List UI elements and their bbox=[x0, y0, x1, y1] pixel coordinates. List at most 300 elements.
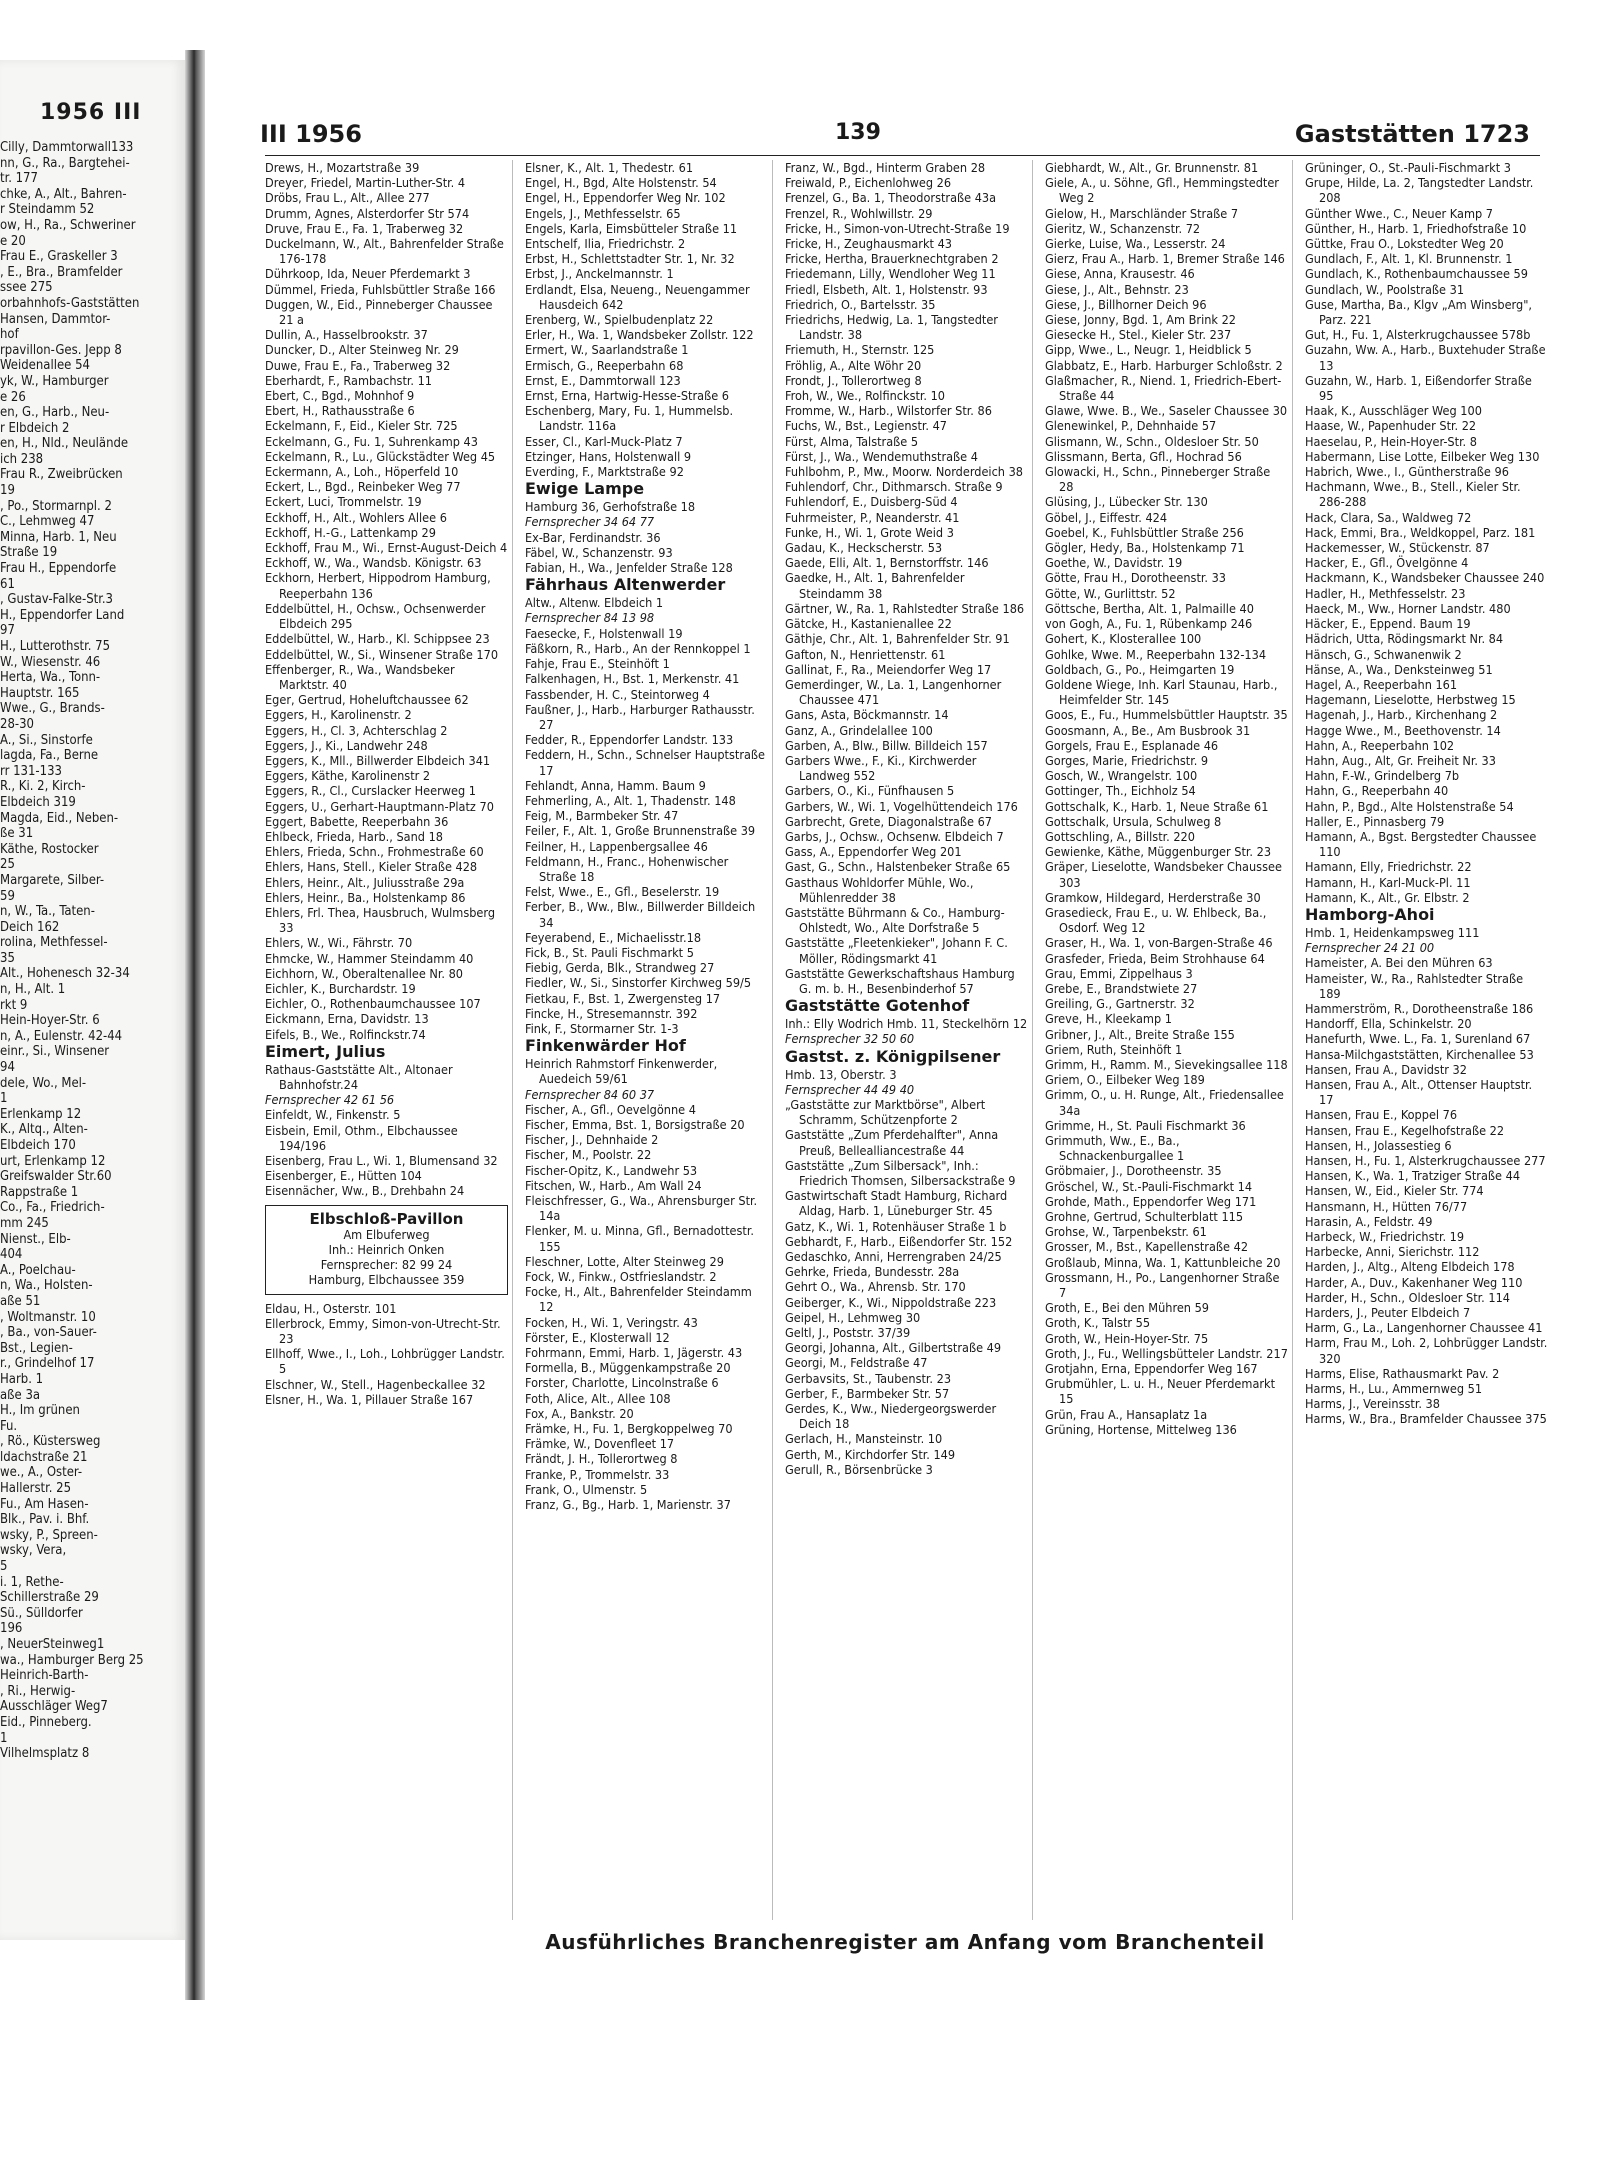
directory-entry: Gramkow, Hildegard, Herderstraße 30 bbox=[1045, 889, 1261, 905]
directory-entry: Hachmann, Wwe., B., Stell., Kieler Str. 286-288 bbox=[1305, 479, 1521, 510]
directory-entry: Guse, Martha, Ba., Klgv „Am Winsberg", Parz. 221 bbox=[1305, 296, 1532, 328]
directory-entry: Eickmann, Erna, Davidstr. 13 bbox=[265, 1011, 429, 1027]
directory-entry: Gewienke, Käthe, Müggenburger Str. 23 bbox=[1045, 844, 1272, 860]
directory-entry: Harms, Elise, Rathausmarkt Pav. 2 bbox=[1305, 1365, 1500, 1381]
directory-entry: Garbrecht, Grete, Diagonalstraße 67 bbox=[785, 813, 992, 829]
facing-page-line: Magda, Eid., Neben- bbox=[0, 810, 119, 826]
facing-page-line: e 20 bbox=[0, 233, 26, 249]
facing-page-line: 25 bbox=[0, 857, 15, 873]
directory-entry: Gaststätte Bührmann & Co., Hamburg-Ohlstedt, Wo., Alte Dorfstraße 5 bbox=[785, 904, 1005, 936]
directory-entry: Fuhrmeister, P., Neanderstr. 41 bbox=[785, 509, 960, 525]
directory-entry: von Gogh, A., Fu. 1, Rübenkamp 246 bbox=[1045, 616, 1253, 632]
directory-entry: Fricke, H., Zeughausmarkt 43 bbox=[785, 236, 952, 252]
directory-entry: Guzahn, Ww. A., Harb., Buxtehuder Straße 13 bbox=[1305, 342, 1546, 373]
directory-entry: Hamann, H., Karl-Muck-Pl. 11 bbox=[1305, 874, 1471, 890]
directory-entry: Garbers Wwe., F., Ki., Kirchwerder Landweg 552 bbox=[785, 752, 977, 784]
directory-entry: Eggers, H., Karolinenstr. 2 bbox=[265, 707, 412, 723]
directory-entry: Elsner, H., Wa. 1, Pillauer Straße 167 bbox=[265, 1391, 474, 1407]
facing-page-line: Frau H., Eppendorfe bbox=[0, 561, 117, 577]
directory-entry: Grossmann, H., Po., Langenhorner Straße 7 bbox=[1045, 1269, 1280, 1301]
directory-entry: Eschenberg, Mary, Fu. 1, Hummelsb. Landstr. 116a bbox=[525, 403, 734, 434]
directory-entry: Flenker, M. u. Minna, Gfl., Bernadottestr. 155 bbox=[525, 1223, 754, 1254]
facing-page-lines bbox=[0, 140, 185, 1762]
directory-entry: Formella, B., Müggenkampstraße 20 bbox=[525, 1360, 731, 1376]
facing-page-line: 28-30 bbox=[0, 716, 34, 732]
directory-entry: Fohrmann, Emmi, Harb. 1, Jägerstr. 43 bbox=[525, 1345, 743, 1361]
directory-entry: Gröbmaier, J., Dorotheenstr. 35 bbox=[1045, 1163, 1222, 1179]
directory-entry: Harms, J., Vereinsstr. 38 bbox=[1305, 1396, 1440, 1412]
advertisement-line: Inh.: Heinrich Onken bbox=[328, 1242, 445, 1258]
directory-entry: Hansa-Milchgaststätten, Kirchenallee 53 bbox=[1305, 1046, 1534, 1062]
facing-page-line: 5 bbox=[0, 1559, 8, 1575]
directory-entry: Drews, H., Mozartstraße 39 bbox=[265, 160, 420, 175]
boxed-advertisement bbox=[265, 1205, 508, 1295]
facing-page-line: , Ba., von-Sauer- bbox=[0, 1325, 97, 1341]
directory-entry: Eldau, H., Osterstr. 101 bbox=[265, 1300, 397, 1316]
advertisement-line: Fernsprecher: 82 99 24 bbox=[320, 1257, 453, 1273]
directory-entry: Göbel, J., Eiffestr. 424 bbox=[1045, 509, 1168, 525]
directory-entry: Hansen, K., Wa. 1, Tratziger Straße 44 bbox=[1305, 1168, 1521, 1184]
directory-entry: Franz, W., Bgd., Hinterm Graben 28 bbox=[785, 160, 986, 175]
directory-entry: Grasedieck, Frau E., u. W. Ehlbeck, Ba., Osdorf. Weg 12 bbox=[1045, 904, 1267, 936]
facing-page-line: , NeuerSteinweg1 bbox=[0, 1637, 105, 1652]
facing-page-line: , Rö., Küstersweg bbox=[0, 1434, 101, 1450]
directory-entry: Goldbach, G., Po., Heimgarten 19 bbox=[1045, 661, 1235, 677]
facing-page-line: Erlenkamp 12 bbox=[0, 1106, 82, 1122]
directory-entry: Eggers, K., Mll., Billwerder Elbdeich 341 bbox=[265, 752, 491, 768]
directory-entry: Gaststätte „Zum Pferdehalfter", Anna Preuß, Bellealliancestraße 44 bbox=[785, 1127, 999, 1158]
directory-entry: Frändt, J. H., Tollerortweg 8 bbox=[525, 1451, 678, 1467]
directory-entry: Gäthje, Chr., Alt. 1, Bahrenfelder Str. 91 bbox=[785, 631, 1010, 647]
business-heading: Gastst. z. Königpilsener bbox=[785, 1046, 1001, 1066]
facing-page-line: ße 31 bbox=[0, 826, 34, 842]
directory-entry: Ebert, H., Rathausstraße 6 bbox=[265, 403, 415, 419]
directory-entry: Gundlach, F., Alt. 1, Kl. Brunnenstr. 1 bbox=[1305, 251, 1513, 267]
directory-entry: Häcker, E., Eppend. Baum 19 bbox=[1305, 616, 1471, 632]
directory-entry: Giebhardt, W., Alt., Gr. Brunnenstr. 81 bbox=[1045, 160, 1259, 175]
facing-page-line: wa., Hamburger Berg 25 bbox=[0, 1652, 144, 1668]
directory-entry: Fitschen, W., Harb., Am Wall 24 bbox=[525, 1177, 702, 1193]
directory-entry: Fabian, H., Wa., Jenfelder Straße 128 bbox=[525, 560, 733, 576]
facing-page-line: r., Grindelhof 17 bbox=[0, 1356, 95, 1372]
facing-page-line: H., Im grünen bbox=[0, 1403, 80, 1419]
directory-entry: Gaedke, H., Alt. 1, Bahrenfelder Steindamm 38 bbox=[785, 570, 965, 601]
facing-page-line: hof bbox=[0, 327, 19, 343]
directory-entry: Hameister, W., Ra., Rahlstedter Straße 189 bbox=[1305, 970, 1524, 1001]
directory-entry: Gerth, M., Kirchdorfer Str. 149 bbox=[785, 1446, 956, 1462]
directory-entry: Gerlach, H., Mansteinstr. 10 bbox=[785, 1431, 943, 1447]
directory-entry: Geipel, H., Lehmweg 30 bbox=[785, 1309, 921, 1325]
directory-entry: Forster, Charlotte, Lincolnstraße 6 bbox=[525, 1375, 719, 1391]
directory-entry: Ermert, W., Saarlandstraße 1 bbox=[525, 342, 689, 358]
directory-entry: Griem, Ruth, Steinhöft 1 bbox=[1045, 1041, 1183, 1057]
directory-entry: Gatz, K., Wi. 1, Rotenhäuser Straße 1 b bbox=[785, 1218, 1007, 1234]
directory-entry: Harbecke, Anni, Sierichstr. 112 bbox=[1305, 1244, 1480, 1260]
facing-page-line: , Woltmanstr. 10 bbox=[0, 1309, 96, 1325]
directory-entry: Focke, H., Alt., Bahrenfelder Steindamm 12 bbox=[525, 1284, 752, 1315]
directory-entry: Ernst, Erna, Hartwig-Hesse-Straße 6 bbox=[525, 388, 729, 404]
directory-entry: Gallinat, F., Ra., Meiendorfer Weg 17 bbox=[785, 661, 992, 677]
directory-entry: Eggers, R., Cl., Curslacker Heerweg 1 bbox=[265, 783, 477, 799]
directory-entry: Grau, Emmi, Zippelhaus 3 bbox=[1045, 965, 1193, 981]
directory-entry: Eisennächer, Ww., B., Drehbahn 24 bbox=[265, 1183, 465, 1199]
directory-entry: Giese, J., Alt., Behnstr. 23 bbox=[1045, 281, 1189, 297]
advertisement-line: Am Elbuferweg bbox=[343, 1226, 430, 1242]
directory-entry: Götte, W., Gurlittstr. 52 bbox=[1045, 585, 1176, 601]
directory-entry: Hagenah, J., Harb., Kirchenhang 2 bbox=[1305, 707, 1498, 723]
directory-entry: Grohse, W., Tarpenbekstr. 61 bbox=[1045, 1224, 1207, 1240]
facing-page-line: Hansen, Dammtor- bbox=[0, 311, 111, 327]
facing-page-strip bbox=[0, 60, 185, 1940]
facing-page-line: rpavillon-Ges. Jepp 8 bbox=[0, 342, 122, 358]
directory-entry: Eckhorn, Herbert, Hippodrom Hamburg, Reeperbahn 136 bbox=[265, 570, 491, 601]
facing-page-line: Hauptstr. 165 bbox=[0, 685, 80, 701]
facing-page-line: Frau E., Graskeller 3 bbox=[0, 249, 118, 265]
facing-page-line: K., Altq., Alten- bbox=[0, 1122, 88, 1138]
directory-entry: Glabbatz, E., Harb. Harburger Schloßstr. 2 bbox=[1045, 357, 1283, 373]
directory-entry: Engels, Karla, Eimsbütteler Straße 11 bbox=[525, 220, 738, 236]
facing-page-line: R., Ki. 2, Kirch- bbox=[0, 779, 86, 795]
directory-entry: Götte, Frau H., Dorotheenstr. 33 bbox=[1045, 570, 1226, 586]
directory-entry: Harasin, A., Feldstr. 49 bbox=[1305, 1213, 1433, 1229]
directory-entry: Ehlers, Frl. Thea, Hausbruch, Wulmsberg 33 bbox=[265, 904, 496, 936]
directory-entry: Grimme, H., St. Pauli Fischmarkt 36 bbox=[1045, 1117, 1246, 1133]
directory-entry: Hänse, A., Wa., Denksteinweg 51 bbox=[1305, 661, 1493, 677]
directory-entry: Elschner, W., Stell., Hagenbeckallee 32 bbox=[265, 1376, 486, 1392]
facing-page-line: Ausschläger Weg7 bbox=[0, 1699, 108, 1715]
directory-entry: Gaede, Elli, Alt. 1, Bernstorffstr. 146 bbox=[785, 555, 989, 571]
facing-page-line: Deich 162 bbox=[0, 919, 60, 935]
phone-line: Fernsprecher 24 21 00 bbox=[1305, 940, 1435, 956]
facing-page-line: 404 bbox=[0, 1247, 23, 1263]
directory-entry: Gerdes, K., Ww., Niedergeorgswerder Deich 18 bbox=[785, 1401, 997, 1432]
directory-entry: Gass, A., Eppendorfer Weg 201 bbox=[785, 844, 962, 860]
directory-entry: Hackmann, K., Wandsbeker Chaussee 240 bbox=[1305, 570, 1545, 586]
directory-entry: Gerber, F., Barmbeker Str. 57 bbox=[785, 1385, 950, 1401]
directory-entry: Gedaschko, Anni, Herrengraben 24/25 bbox=[785, 1249, 1002, 1265]
directory-column bbox=[265, 160, 513, 1920]
header-rule bbox=[265, 155, 1540, 156]
facing-page-line: r Steindamm 52 bbox=[0, 202, 95, 218]
directory-entry: Eichler, K., Burchardstr. 19 bbox=[265, 980, 416, 996]
directory-entry: Günther, H., Harb. 1, Friedhofstraße 10 bbox=[1305, 220, 1527, 236]
directory-entry: Eberhardt, F., Rambachstr. 11 bbox=[265, 372, 433, 388]
directory-entry: Falkenhagen, H., Bst. 1, Merkenstr. 41 bbox=[525, 671, 740, 687]
directory-entry: Harder, H., Schn., Oldesloer Str. 114 bbox=[1305, 1289, 1510, 1305]
directory-entry: Främke, W., Dovenfleet 17 bbox=[525, 1436, 675, 1452]
facing-page-line: n, A., Eulenstr. 42-44 bbox=[0, 1028, 123, 1044]
directory-entry: Guzahn, W., Harb. 1, Eißendorfer Straße 95 bbox=[1305, 372, 1532, 404]
directory-columns bbox=[265, 160, 1548, 1920]
directory-entry: Foth, Alice, Alt., Allee 108 bbox=[525, 1390, 671, 1406]
facing-page-line: wsky, Vera, bbox=[0, 1543, 67, 1559]
directory-entry: Hahn, F.-W., Grindelberg 7b bbox=[1305, 768, 1460, 784]
facing-page-line: 19 bbox=[0, 483, 15, 499]
directory-column bbox=[1305, 160, 1552, 1920]
directory-entry: Haeck, M., Ww., Horner Landstr. 480 bbox=[1305, 600, 1511, 616]
facing-page-line: i. 1, Rethe- bbox=[0, 1574, 64, 1590]
directory-entry: Ehlers, Heinr., Alt., Juliusstraße 29a bbox=[265, 874, 465, 890]
facing-page-line: 196 bbox=[0, 1621, 23, 1637]
phone-line: Fernsprecher 84 60 37 bbox=[525, 1086, 655, 1102]
facing-page-line: , Gustav-Falke-Str.3 bbox=[0, 592, 113, 608]
facing-page-line: 61 bbox=[0, 576, 15, 592]
facing-page-line: Margarete, Silber- bbox=[0, 872, 105, 888]
facing-page-line: A., Si., Sinstorfe bbox=[0, 732, 93, 748]
facing-page-line: n, H., Alt. 1 bbox=[0, 982, 66, 998]
directory-entry: Grupe, Hilde, La. 2, Tangstedter Landstr. 208 bbox=[1305, 175, 1534, 206]
directory-entry: Gohert, K., Klosterallee 100 bbox=[1045, 631, 1202, 647]
facing-page-line: Blk., Pav. i. Bhf. bbox=[0, 1512, 90, 1528]
directory-entry: Frenzel, R., Wohlwillstr. 29 bbox=[785, 205, 933, 221]
directory-entry: Esser, Cl., Karl-Muck-Platz 7 bbox=[525, 433, 683, 449]
directory-entry: Eisenberg, Frau L., Wi. 1, Blumensand 32 bbox=[265, 1153, 498, 1168]
directory-entry: Hansen, W., Eid., Kieler Str. 774 bbox=[1305, 1183, 1484, 1199]
facing-page-line: 97 bbox=[0, 623, 15, 639]
directory-entry: Hansen, Frau A., Davidstr 32 bbox=[1305, 1061, 1467, 1077]
directory-entry: Göttsche, Bertha, Alt. 1, Palmaille 40 bbox=[1045, 600, 1254, 616]
directory-entry: Georgi, Johanna, Alt., Gilbertstraße 49 bbox=[785, 1340, 1002, 1356]
directory-entry: Eisbein, Emil, Othm., Elbchaussee 194/196 bbox=[265, 1122, 458, 1153]
directory-entry: Grosser, M., Bst., Kapellenstraße 42 bbox=[1045, 1239, 1249, 1255]
directory-entry: Feldmann, H., Franc., Hohenwischer Straße 18 bbox=[525, 853, 729, 884]
directory-entry: Gräper, Lieselotte, Wandsbeker Chaussee 303 bbox=[1045, 859, 1282, 890]
directory-entry: Friedemann, Lilly, Wendloher Weg 11 bbox=[785, 266, 996, 282]
directory-entry: Groth, W., Hein-Hoyer-Str. 75 bbox=[1045, 1330, 1209, 1346]
directory-entry: Gröschel, W., St.-Pauli-Fischmarkt 14 bbox=[1045, 1178, 1253, 1194]
directory-entry: Fäßkorn, R., Harb., An der Rennkoppel 1 bbox=[525, 640, 751, 656]
directory-entry: Friemuth, H., Sternstr. 125 bbox=[785, 342, 935, 358]
directory-entry: Funke, H., Wi. 1, Grote Weid 3 bbox=[785, 524, 954, 540]
directory-entry: Goldene Wiege, Inh. Karl Staunau, Harb., Heimfelder Str. 145 bbox=[1045, 676, 1278, 708]
directory-entry: Hadler, H., Methfesselstr. 23 bbox=[1305, 585, 1466, 601]
directory-entry: Eddelbüttel, W., Harb., Kl. Schippsee 23 bbox=[265, 631, 490, 647]
directory-entry: Duggen, W., Eid., Pinneberger Chaussee 21 a bbox=[265, 296, 493, 328]
directory-entry: Fietkau, F., Bst. 1, Zwergensteg 17 bbox=[525, 990, 721, 1006]
directory-entry: Duckelmann, W., Alt., Bahrenfelder Straße 176-178 bbox=[265, 236, 504, 267]
directory-entry: Hamburg 36, Gerhofstraße 18 bbox=[525, 499, 696, 515]
directory-entry: Frank, O., Ulmenstr. 5 bbox=[525, 1481, 648, 1497]
directory-entry: Grohne, Gertrud, Schulterblatt 115 bbox=[1045, 1209, 1244, 1225]
facing-page-line: en, G., Harb., Neu- bbox=[0, 405, 110, 421]
directory-entry: Feyerabend, E., Michaelisstr.18 bbox=[525, 929, 702, 945]
directory-entry: Goebel, K., Fuhlsbüttler Straße 256 bbox=[1045, 524, 1244, 540]
facing-page-line: chke, A., Alt., Bahren- bbox=[0, 186, 127, 202]
business-heading: Ewige Lampe bbox=[525, 479, 645, 499]
facing-page-line: W., Wiesenstr. 46 bbox=[0, 654, 101, 670]
directory-entry: Glenewinkel, P., Dehnhaide 57 bbox=[1045, 418, 1217, 434]
directory-entry: Fink, F., Stormarner Str. 1-3 bbox=[525, 1020, 679, 1036]
directory-entry: Graser, H., Wa. 1, von-Bargen-Straße 46 bbox=[1045, 935, 1273, 951]
facing-page-line: H., Lutterothstr. 75 bbox=[0, 639, 111, 654]
directory-entry: Eckhoff, W., Wa., Wandsb. Königstr. 63 bbox=[265, 555, 482, 571]
facing-page-line: Wwe., G., Brands- bbox=[0, 701, 105, 717]
directory-entry: Feddern, H., Schn., Schnelser Hauptstraße 17 bbox=[525, 747, 766, 778]
directory-entry: Ehlers, W., Wi., Fährstr. 70 bbox=[265, 935, 413, 951]
directory-entry: Fahje, Frau E., Steinhöft 1 bbox=[525, 656, 670, 672]
facing-page-line: rkt 9 bbox=[0, 997, 28, 1013]
directory-entry: Günther Wwe., C., Neuer Kamp 7 bbox=[1305, 205, 1493, 221]
directory-entry: Eddelbüttel, H., Ochsw., Ochsenwerder Elbdeich 295 bbox=[265, 600, 486, 632]
directory-entry: Hmb. 1, Heidenkampsweg 111 bbox=[1305, 924, 1480, 940]
directory-entry: Gaststätte „Fleetenkieker", Johann F. C. Möller, Rödingsmarkt 41 bbox=[785, 935, 1008, 966]
facing-page-line: aße 3a bbox=[0, 1387, 41, 1403]
directory-entry: Hack, Emmi, Bra., Weldkoppel, Parz. 181 bbox=[1305, 524, 1536, 540]
directory-entry: Gipp, Wwe., L., Neugr. 1, Heidblick 5 bbox=[1045, 342, 1252, 358]
facing-page-line: wsky, P., Spreen- bbox=[0, 1527, 98, 1543]
directory-entry: Faußner, J., Harb., Harburger Rathausstr. 27 bbox=[525, 701, 755, 732]
directory-entry: Engel, H., Bgd, Alte Holstenstr. 54 bbox=[525, 175, 717, 191]
facing-page-line: Elbdeich 170 bbox=[0, 1138, 76, 1153]
page-header bbox=[260, 120, 1550, 160]
directory-entry: Gerull, R., Börsenbrücke 3 bbox=[785, 1461, 933, 1477]
advertisement-title: Elbschloß-Pavillon bbox=[309, 1209, 464, 1228]
facing-page-line: we., A., Oster- bbox=[0, 1465, 83, 1481]
facing-page-line: tr. 177 bbox=[0, 171, 38, 187]
facing-page-line: einr., Si., Winsener bbox=[0, 1044, 110, 1060]
directory-entry: Goosmann, A., Be., Am Busbrook 31 bbox=[1045, 722, 1251, 738]
directory-entry: Gottschling, A., Billstr. 220 bbox=[1045, 828, 1195, 844]
facing-page-line: , Po., Stormarnpl. 2 bbox=[0, 498, 112, 514]
directory-entry: Fricke, H., Simon-von-Utrecht-Straße 19 bbox=[785, 220, 1010, 236]
directory-entry: Giese, Jonny, Bgd. 1, Am Brink 22 bbox=[1045, 312, 1236, 328]
directory-entry: Grimm, H., Ramm. M., Sievekingsallee 118 bbox=[1045, 1056, 1288, 1072]
directory-entry: Haak, K., Ausschläger Weg 100 bbox=[1305, 403, 1482, 419]
directory-entry: Erdlandt, Elsa, Neueng., Neuengammer Hausdeich 642 bbox=[525, 281, 750, 312]
directory-entry: Eckhoff, H., Alt., Wohlers Allee 6 bbox=[265, 509, 447, 525]
directory-entry: Hamann, A., Bgst. Bergstedter Chaussee 110 bbox=[1305, 828, 1537, 860]
directory-column bbox=[525, 160, 773, 1920]
directory-entry: Gast, G., Schn., Halstenbeker Straße 65 bbox=[785, 859, 1011, 875]
directory-entry: Habrich, Wwe., I., Güntherstraße 96 bbox=[1305, 464, 1509, 480]
directory-entry: Friedl, Elsbeth, Alt. 1, Holstenstr. 93 bbox=[785, 281, 988, 297]
phone-line: Fernsprecher 84 13 98 bbox=[525, 610, 655, 626]
directory-entry: Gierke, Luise, Wa., Lesserstr. 24 bbox=[1045, 236, 1226, 252]
facing-page-line: Rappstraße 1 bbox=[0, 1184, 79, 1200]
directory-entry: Gut, H., Fu. 1, Alsterkrugchaussee 578b bbox=[1305, 327, 1531, 343]
directory-entry: Grimmuth, Ww., E., Ba., Schnackenburgallee 1 bbox=[1045, 1133, 1185, 1164]
directory-entry: Glüsing, J., Lübecker Str. 130 bbox=[1045, 494, 1208, 510]
directory-entry: Fröhlig, A., Alte Wöhr 20 bbox=[785, 357, 922, 373]
directory-entry: Eger, Gertrud, Hoheluftchaussee 62 bbox=[265, 692, 469, 708]
business-heading: Eimert, Julius bbox=[265, 1041, 386, 1061]
directory-entry: Grebe, E., Brandstwiete 27 bbox=[1045, 980, 1198, 996]
directory-entry: Harms, H., Lu., Ammernweg 51 bbox=[1305, 1381, 1483, 1397]
business-heading: Gaststätte Gotenhof bbox=[785, 996, 970, 1016]
directory-entry: Hahn, Aug., Alt, Gr. Freiheit Nr. 33 bbox=[1305, 752, 1496, 768]
directory-entry: Fuhlendorf, E., Duisberg-Süd 4 bbox=[785, 494, 958, 510]
directory-entry: Dullin, A., Hasselbrookstr. 37 bbox=[265, 327, 428, 343]
directory-entry: Gärtner, W., Ra. 1, Rahlstedter Straße 186 bbox=[785, 600, 1025, 616]
directory-entry: Haeselau, P., Hein-Hoyer-Str. 8 bbox=[1305, 433, 1477, 449]
directory-entry: Gemerdinger, W., La. 1, Langenhorner Chaussee 471 bbox=[785, 676, 1002, 708]
facing-page-line: Fu. bbox=[0, 1418, 18, 1434]
directory-entry: Gans, Asta, Böckmannstr. 14 bbox=[785, 707, 949, 723]
directory-entry: Hanefurth, Wwe. L., Fa. 1, Surenland 67 bbox=[1305, 1031, 1531, 1047]
facing-page-line: 94 bbox=[0, 1060, 15, 1076]
directory-entry: Främke, H., Fu. 1, Bergkoppelweg 70 bbox=[525, 1421, 733, 1437]
facing-page-line: Sü., Sülldorfer bbox=[0, 1605, 83, 1621]
directory-entry: Focken, H., Wi. 1, Veringstr. 43 bbox=[525, 1314, 698, 1330]
directory-entry: Hagemann, Lieselotte, Herbstweg 15 bbox=[1305, 692, 1516, 708]
facing-page-line: C., Lehmweg 47 bbox=[0, 514, 95, 530]
directory-entry: Dührkoop, Ida, Neuer Pferdemarkt 3 bbox=[265, 266, 471, 282]
directory-entry: Eckhoff, H.-G., Lattenkamp 29 bbox=[265, 524, 436, 540]
directory-entry: Fischer, J., Dehnhaide 2 bbox=[525, 1132, 659, 1148]
facing-page-line: Schillerstraße 29 bbox=[0, 1590, 99, 1606]
directory-entry: Gielow, H., Marschländer Straße 7 bbox=[1045, 205, 1239, 221]
directory-entry: Grüninger, O., St.-Pauli-Fischmarkt 3 bbox=[1305, 160, 1511, 175]
page-header-left: III 1956 bbox=[260, 120, 362, 148]
directory-entry: Greve, H., Kleekamp 1 bbox=[1045, 1011, 1172, 1027]
directory-entry: Förster, E., Klosterwall 12 bbox=[525, 1329, 670, 1345]
facing-page-line: Minna, Harb. 1, Neu bbox=[0, 529, 117, 545]
directory-entry: Eggers, H., Cl. 3, Achterschlag 2 bbox=[265, 722, 448, 738]
directory-entry: Groth, K., Talstr 55 bbox=[1045, 1315, 1151, 1331]
directory-entry: Ehlers, Frieda, Schn., Frohmestraße 60 bbox=[265, 844, 484, 860]
directory-entry: Druve, Frau E., Fa. 1, Traberweg 32 bbox=[265, 220, 464, 236]
directory-entry: Glowacki, H., Schn., Pinneberger Straße 28 bbox=[1045, 464, 1271, 495]
directory-entry: Gehrke, Frieda, Bundesstr. 28a bbox=[785, 1264, 960, 1280]
directory-entry: Fürst, Alma, Talstraße 5 bbox=[785, 433, 919, 449]
facing-page-line: Fu., Am Hasen- bbox=[0, 1496, 89, 1512]
directory-entry: Heinrich Rahmstorf Finkenwerder, Auedeich 59/61 bbox=[525, 1056, 718, 1087]
directory-entry: Ferber, B., Ww., Blw., Billwerder Billdeich 34 bbox=[525, 899, 756, 930]
directory-entry: Ellerbrock, Emmy, Simon-von-Utrecht-Str. 23 bbox=[265, 1315, 501, 1347]
directory-entry: Fuchs, W., Bst., Legienstr. 47 bbox=[785, 418, 947, 434]
directory-entry: Glaßmacher, R., Niend. 1, Friedrich-Ebert-Straße 44 bbox=[1045, 372, 1282, 404]
directory-entry: Eckhoff, Frau M., Wi., Ernst-August-Deich 4 bbox=[265, 540, 508, 556]
directory-entry: Hansen, H., Jolassestieg 6 bbox=[1305, 1137, 1452, 1153]
facing-page-line: Co., Fa., Friedrich- bbox=[0, 1200, 105, 1216]
directory-entry: Eckert, Luci, Trommelstr. 19 bbox=[265, 494, 422, 510]
directory-entry: Hmb. 13, Oberstr. 3 bbox=[785, 1066, 897, 1082]
directory-entry: Feilner, H., Lappenbergsallee 46 bbox=[525, 838, 708, 854]
directory-entry: Erbst, H., Schlettstadter Str. 1, Nr. 32 bbox=[525, 251, 735, 267]
directory-entry: Eckelmann, R., Lu., Glückstädter Weg 45 bbox=[265, 448, 496, 464]
directory-entry: Gosch, W., Wrangelstr. 100 bbox=[1045, 768, 1198, 784]
directory-entry: Ehlers, Heinr., Ba., Holstenkamp 86 bbox=[265, 889, 466, 905]
facing-page-line: Käthe, Rostocker bbox=[0, 841, 99, 857]
directory-entry: Duwe, Frau E., Fa., Traberweg 32 bbox=[265, 357, 451, 373]
directory-entry: Fiedler, W., Si., Sinstorfer Kirchweg 59/5 bbox=[525, 975, 752, 991]
directory-entry: Fuhlbohm, P., Mw., Moorw. Norderdeich 38 bbox=[785, 464, 1023, 480]
directory-entry: Gaststätte Gewerkschaftshaus Hamburg G. m. b. H., Besenbinderhof 57 bbox=[785, 965, 1015, 996]
directory-entry: Friedrich, O., Bartelsstr. 35 bbox=[785, 296, 936, 312]
directory-entry: Fischer, Emma, Bst. 1, Borsigstraße 20 bbox=[525, 1116, 745, 1132]
facing-page-line: Elbdeich 319 bbox=[0, 794, 76, 810]
directory-entry: Fleschner, Lotte, Alter Steinweg 29 bbox=[525, 1253, 724, 1269]
directory-entry: Fischer, M., Poolstr. 22 bbox=[525, 1147, 652, 1163]
directory-entry: Gasthaus Wohldorfer Mühle, Wo., Mühlenredder 38 bbox=[785, 874, 974, 905]
directory-entry: Eisenberger, E., Hütten 104 bbox=[265, 1168, 422, 1184]
book-gutter bbox=[185, 50, 205, 2000]
facing-page-line: Eid., Pinneberg. bbox=[0, 1714, 92, 1730]
directory-entry: Gieritz, W., Schanzenstr. 72 bbox=[1045, 220, 1201, 236]
facing-page-line: e 26 bbox=[0, 389, 26, 405]
directory-entry: Ellhoff, Wwe., I., Loh., Lohbrügger Landstr. 5 bbox=[265, 1346, 505, 1377]
directory-entry: Gribner, J., Alt., Breite Straße 155 bbox=[1045, 1026, 1235, 1042]
directory-entry: Hamann, K., Alt., Gr. Elbstr. 2 bbox=[1305, 889, 1470, 905]
directory-entry: Glissmann, Berta, Gfl., Hochrad 56 bbox=[1045, 448, 1242, 464]
directory-entry: Effenberger, R., Wa., Wandsbeker Marktstr. 40 bbox=[265, 661, 455, 692]
directory-entry: Fock, W., Finkw., Ostfrieslandstr. 2 bbox=[525, 1269, 717, 1285]
directory-entry: Giese, Anna, Krausestr. 46 bbox=[1045, 266, 1195, 282]
phone-line: Fernsprecher 44 49 40 bbox=[785, 1081, 915, 1097]
directory-entry: Eggers, Käthe, Karolinenstr 2 bbox=[265, 768, 431, 784]
directory-entry: Dreyer, Friedel, Martin-Luther-Str. 4 bbox=[265, 175, 466, 191]
directory-entry: Gaststätte „Zum Silbersack", Inh.: Friedrich Thomsen, Silbersackstraße 9 bbox=[785, 1157, 1016, 1188]
